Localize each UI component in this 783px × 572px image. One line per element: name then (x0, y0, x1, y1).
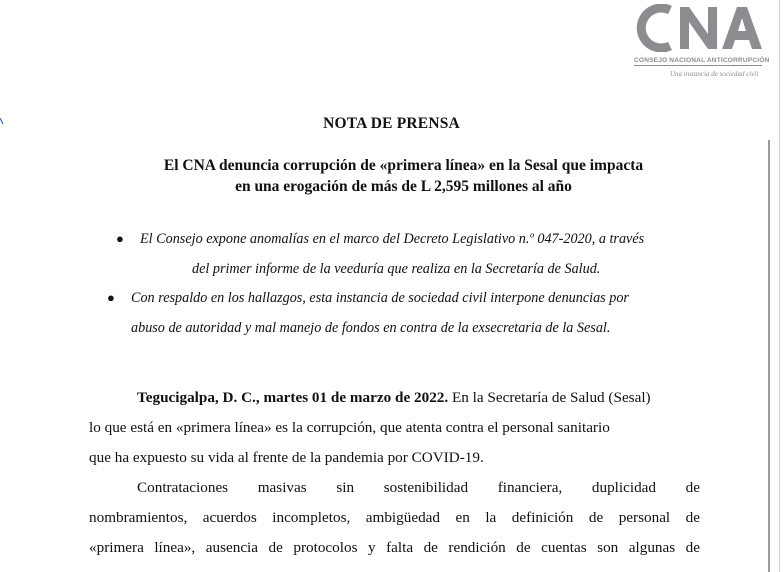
bullet-2-line-1: Con respaldo en los hallazgos, esta instancia de sociedad civil interpone denuncias por (131, 290, 629, 306)
paragraph-2-line-1: Contrataciones masivas sin sostenibilidad financiera, duplicidad de (137, 479, 700, 496)
bullet-1-line-2: del primer informe de la veeduría que realiza en la Secretaría de Salud. (192, 261, 601, 277)
cna-logo-name: CONSEJO NACIONAL ANTICORRUPCIÓN (634, 57, 770, 64)
bullet-2-line-2: abuso de autoridad y mal manejo de fondos en contra de la exsecretaria de la Sesal. (131, 320, 611, 336)
cna-logo-letters (632, 4, 764, 52)
bullet-icon: ● (107, 290, 115, 305)
bullet-1-line-1: El Consejo expone anomalías en el marco del Decreto Legislativo n.º 047-2020, a través (140, 231, 645, 247)
paragraph-1-line-2: lo que está en «primera línea» es la corrupción, que atenta contra el personal sanitario (89, 419, 610, 436)
change-bar (768, 140, 770, 572)
paragraph-1-line-1 (137, 389, 700, 407)
document-kicker: NOTA DE PRENSA (323, 115, 460, 132)
paragraph-2-line-2: nombramientos, acuerdos incompletos, ambigüedad en la definición de personal de (89, 509, 700, 526)
headline-line-1: El CNA denuncia corrupción de «primera línea» en la Sesal que impacta (163, 157, 644, 174)
cna-logo-tagline: Una instancia de sociedad civil (670, 70, 759, 78)
headline-line-2: en una erogación de más de L 2,595 millones al año (235, 178, 572, 195)
dateline: Tegucigalpa, D. C., martes 01 de marzo de 2022. (137, 389, 449, 406)
cna-logo (632, 4, 770, 78)
page-edge (779, 0, 780, 572)
paragraph-1-line-3: que ha expuesto su vida al frente de la pandemia por COVID-19. (89, 449, 484, 466)
paragraph-1-line-1-text: En la Secretaría de Salud (Sesal) (448, 389, 651, 406)
paragraph-2-line-3: «primera línea», ausencia de protocolos y falta de rendición de cuentas son algunas de (89, 539, 700, 556)
bullet-icon: ● (116, 231, 124, 246)
